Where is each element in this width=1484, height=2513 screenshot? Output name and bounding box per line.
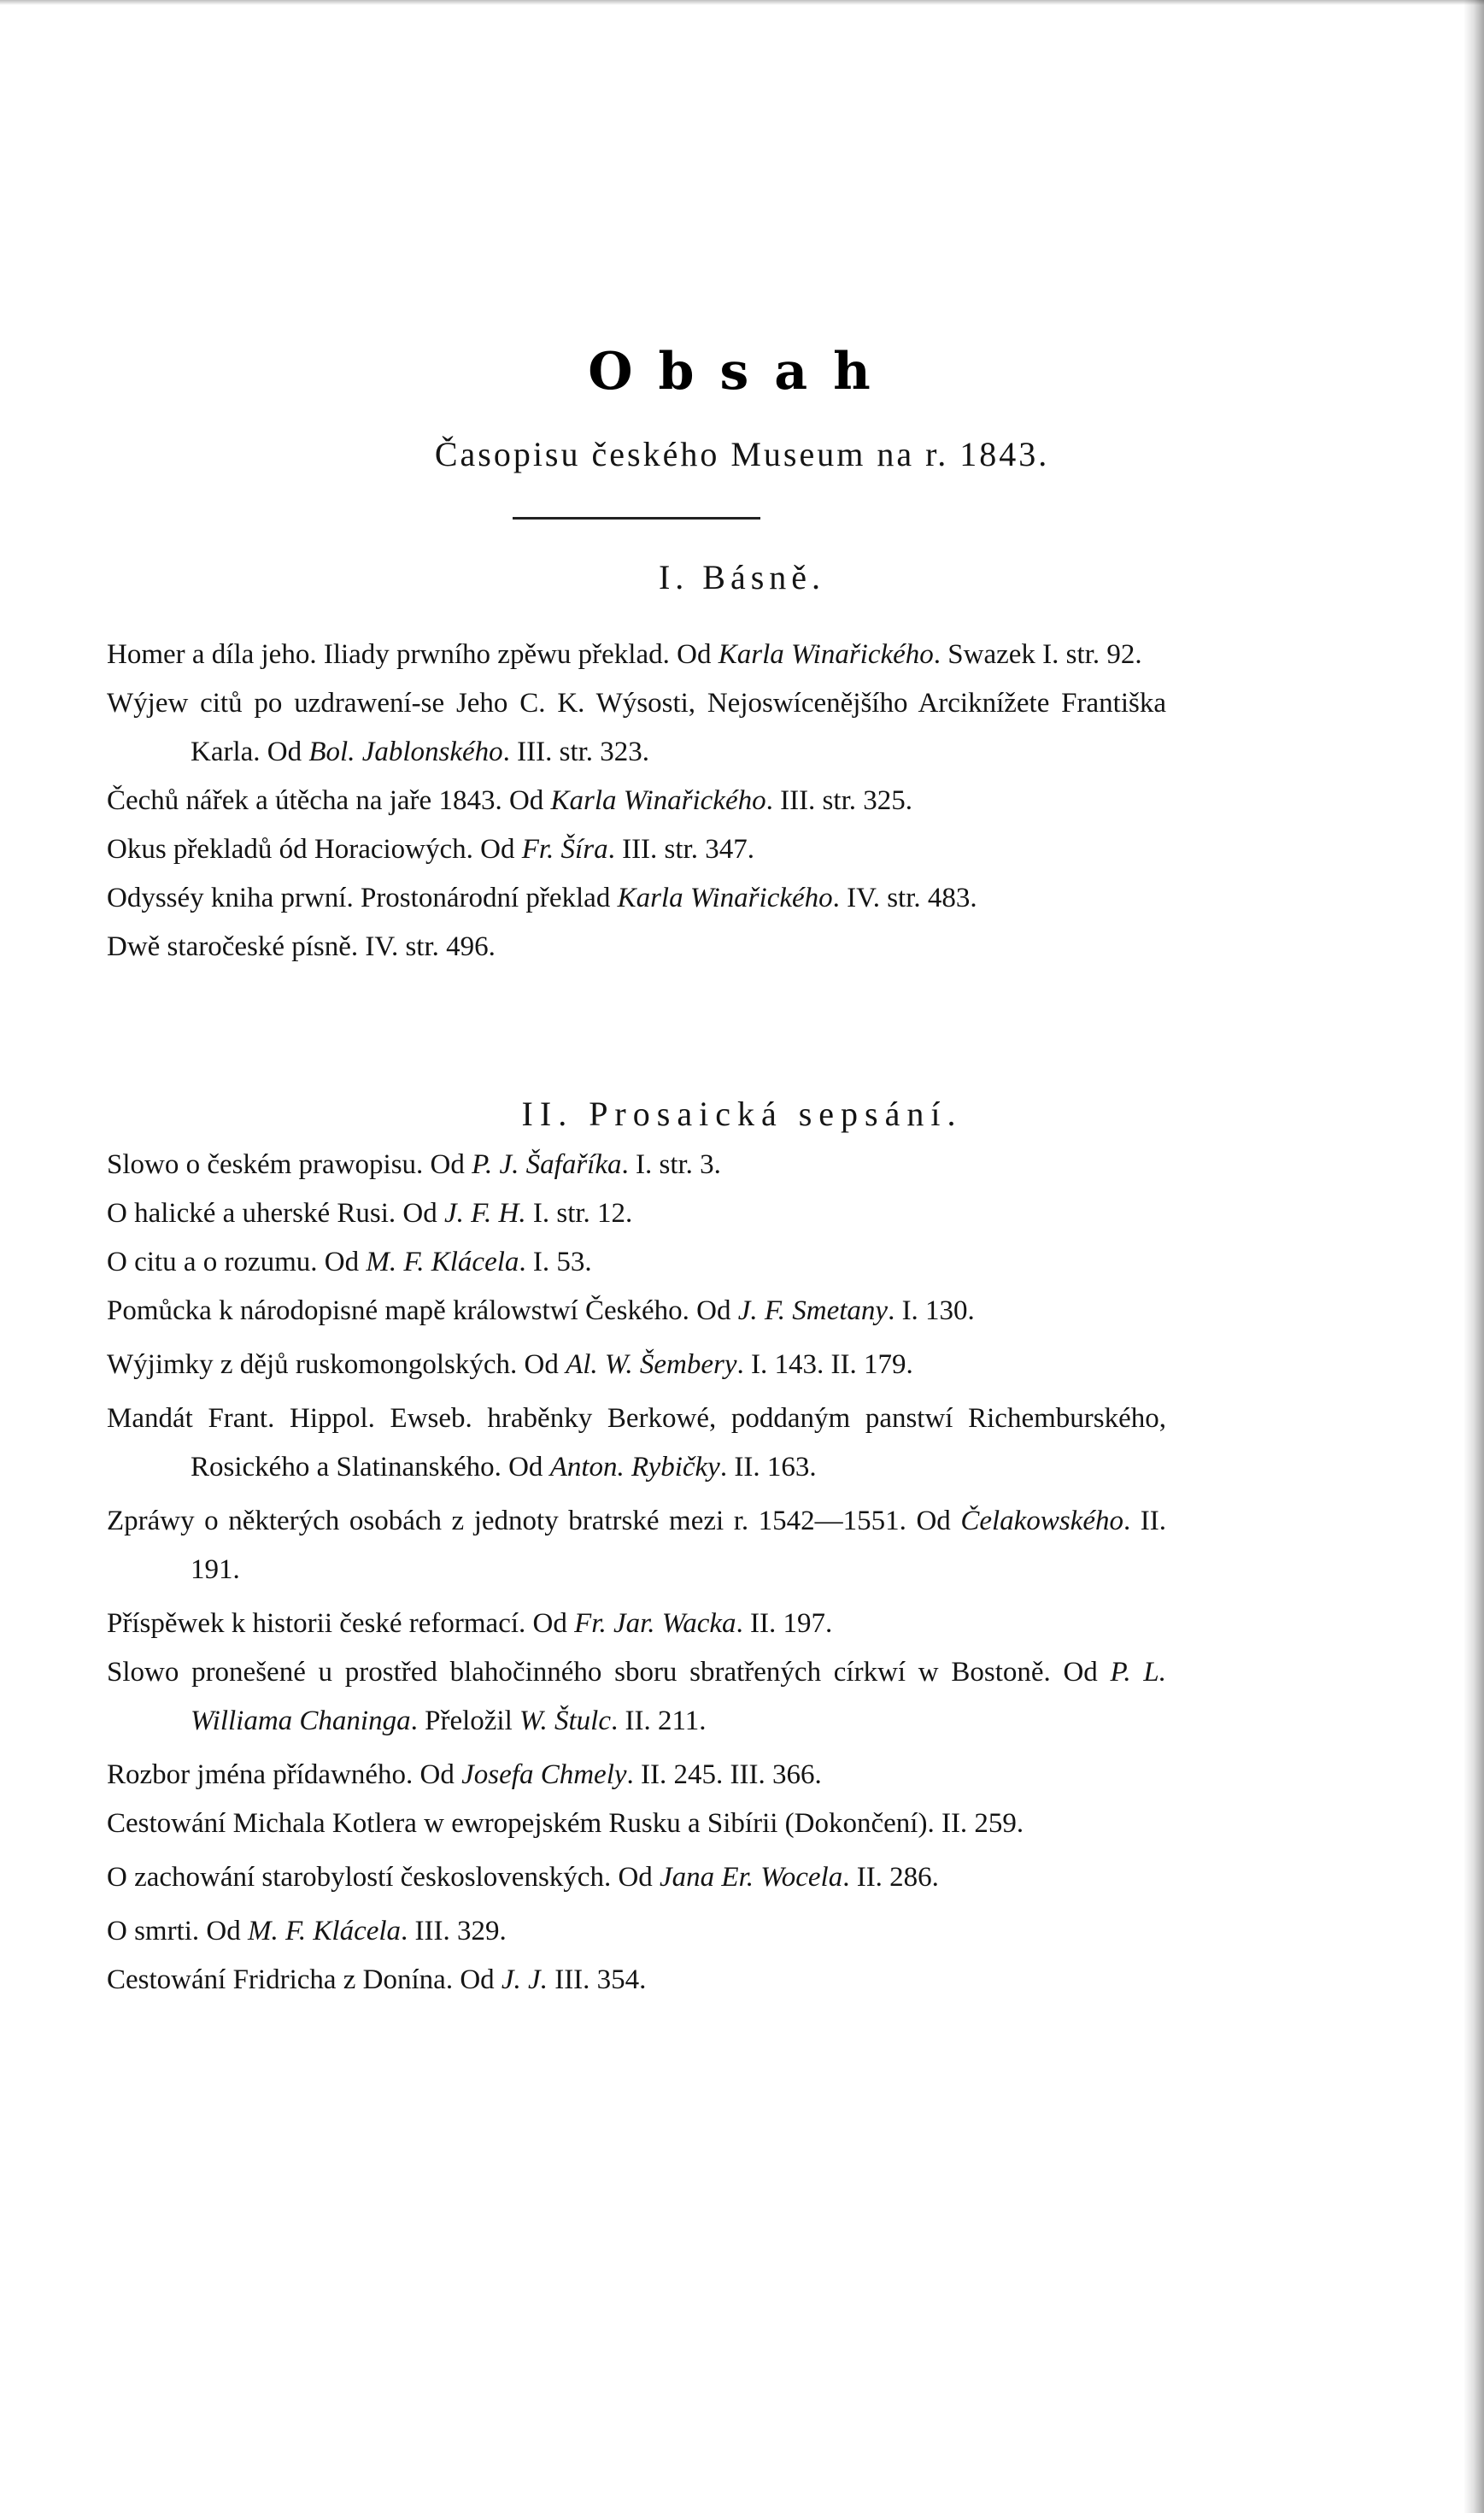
toc-entry: Okus překladů ód Horaciowých. Od Fr. Šíra. III. str. 347.: [107, 834, 754, 865]
title-divider: [513, 517, 760, 520]
toc-entry: Wýjew citů po uzdrawení-se Jeho C. K. Wýsosti, Nejoswícenějšího Arciknížete Františka Karla. Od Bol. Jablonského. III. str. 323.: [107, 688, 1166, 767]
toc-entry: Pomůcka k národopisné mapě králowstwí Českého. Od J. F. Smetany. I. 130.: [107, 1295, 975, 1326]
toc-entry: Slowo o českém prawopisu. Od P. J. Šafaříka. I. str. 3.: [107, 1149, 721, 1180]
toc-entry: O zachowání starobylostí československých. Od Jana Er. Wocela. II. 286.: [107, 1862, 939, 1893]
toc-entry: Čechů nářek a útěcha na jaře 1843. Od Karla Winařického. III. str. 325.: [107, 785, 912, 816]
section-poems-list: [107, 631, 1166, 972]
section-heading-prose: II. Prosaická sepsání.: [521, 1095, 963, 1133]
toc-entry: O smrti. Od M. F. Klácela. III. 329.: [107, 1916, 507, 1946]
section-prose-list: [107, 1141, 1166, 2005]
toc-entry: Rozbor jména přídawného. Od Josefa Chmely. II. 245. III. 366.: [107, 1759, 822, 1790]
toc-entry: O halické a uherské Rusi. Od J. F. H. I. str. 12.: [107, 1198, 633, 1229]
page-top-edge: [0, 0, 1484, 5]
page-subtitle: Časopisu českého Museum na r. 1843.: [434, 435, 1050, 473]
toc-entry: Odysséy kniha prwní. Prostonárodní překlad Karla Winařického. IV. str. 483.: [107, 883, 977, 913]
section-heading-poems: I. Básně.: [658, 558, 826, 596]
toc-entry: Zpráwy o některých osobách z jednoty bratrské mezi r. 1542—1551. Od Čelakowského. II. 191.: [107, 1506, 1167, 1585]
toc-entry: Příspěwek k historii české reformací. Od Fr. Jar. Wacka. II. 197.: [107, 1608, 833, 1639]
page-title: Obsah: [588, 342, 896, 402]
toc-entry: O citu a o rozumu. Od M. F. Klácela. I. 53.: [107, 1247, 592, 1277]
toc-entry: Mandát Frant. Hippol. Ewseb. hraběnky Berkowé, poddaným panstwí Richemburského, Rosického a Slatinanského. Od Anton. Rybičky. II. 163.: [107, 1403, 1166, 1483]
toc-entry: Homer a díla jeho. Iliady prwního zpěwu překlad. Od Karla Winařického. Swazek I. str. 92.: [107, 639, 1142, 670]
toc-entry: Cestowání Michala Kotlera w ewropejském Rusku a Sibírii (Dokončení). II. 259.: [107, 1808, 1024, 1839]
toc-entry: Wýjimky z dějů ruskomongolských. Od Al. W. Šembery. I. 143. II. 179.: [107, 1349, 913, 1380]
toc-entry: Slowo pronešené u prostřed blahočinného sboru sbratřených církwí w Bostoně. Od P. L. Williama Chaninga. Přeložil W. Štulc. II. 211.: [107, 1657, 1167, 1736]
toc-entry: Dwě staročeské písně. IV. str. 496.: [107, 931, 496, 962]
toc-entry: Cestowání Fridricha z Donína. Od J. J. III. 354.: [107, 1964, 647, 1995]
